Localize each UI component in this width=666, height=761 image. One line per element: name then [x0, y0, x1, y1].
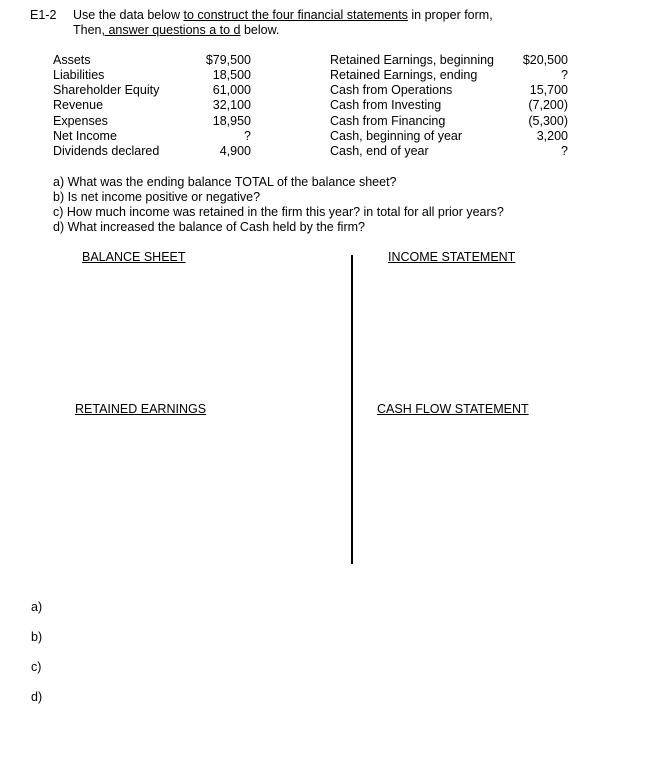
data-right-value: ? — [561, 144, 568, 158]
data-left-value: 32,100 — [212, 98, 251, 112]
answer-b-label: b) — [31, 630, 43, 644]
data-left-value: 18,500 — [212, 68, 251, 82]
data-left-label: Assets — [53, 53, 91, 67]
data-left-value: 4,900 — [219, 144, 251, 158]
income-statement-title: INCOME STATEMENT — [388, 250, 516, 264]
question-a: a) What was the ending balance TOTAL of the balance sheet? — [53, 175, 397, 189]
data-right-label: Retained Earnings, ending — [330, 68, 478, 82]
data-right-label: Cash from Operations — [330, 83, 453, 97]
data-right-value: $20,500 — [522, 53, 568, 67]
data-left-label: Liabilities — [53, 68, 105, 82]
vertical-divider — [351, 255, 353, 564]
data-right-value: 15,700 — [529, 83, 568, 97]
retained-earnings-title: RETAINED EARNINGS — [75, 402, 207, 416]
instruction-line-1-prefix: Use the data below — [73, 8, 184, 22]
answer-a-label: a) — [31, 600, 43, 614]
instruction-line-2-prefix: Then — [73, 23, 102, 37]
instruction-line-1-underlined: to construct the four financial statements — [183, 8, 408, 22]
instruction-line-1 — [73, 8, 493, 23]
instruction-line-2-suffix: below. — [240, 23, 280, 37]
question-d: d) What increased the balance of Cash held by the firm? — [53, 220, 365, 234]
data-right-label: Cash, beginning of year — [330, 129, 463, 143]
answer-c-label: c) — [31, 660, 42, 674]
exercise-id: E1-2 — [30, 8, 57, 22]
data-right-value: (7,200) — [528, 98, 568, 112]
data-left-label: Net Income — [53, 129, 117, 143]
question-b: b) Is net income positive or negative? — [53, 190, 261, 204]
data-left-label: Revenue — [53, 98, 104, 112]
instruction-line-2 — [73, 23, 279, 38]
data-right-value: (5,300) — [528, 114, 568, 128]
balance-sheet-title: BALANCE SHEET — [82, 250, 186, 264]
data-right-value: ? — [561, 68, 568, 82]
data-left-label: Expenses — [53, 114, 108, 128]
data-right-label: Cash from Financing — [330, 114, 446, 128]
cash-flow-statement-title: CASH FLOW STATEMENT — [377, 402, 529, 416]
data-left-value: 18,950 — [212, 114, 251, 128]
instruction-line-1-suffix: in proper form, — [407, 8, 493, 22]
data-right-label: Retained Earnings, beginning — [330, 53, 495, 67]
answer-d-label: d) — [31, 690, 43, 704]
data-right-label: Cash from Investing — [330, 98, 442, 112]
data-left-value: 61,000 — [212, 83, 251, 97]
data-left-label: Shareholder Equity — [53, 83, 160, 97]
data-left-value: ? — [244, 129, 251, 143]
instruction-line-2-underlined: , answer questions a to d — [101, 23, 241, 37]
question-c: c) How much income was retained in the firm this year? in total for all prior years? — [53, 205, 504, 219]
data-left-label: Dividends declared — [53, 144, 160, 158]
data-right-value: 3,200 — [536, 129, 568, 143]
data-right-label: Cash, end of year — [330, 144, 429, 158]
data-left-value: $79,500 — [205, 53, 251, 67]
